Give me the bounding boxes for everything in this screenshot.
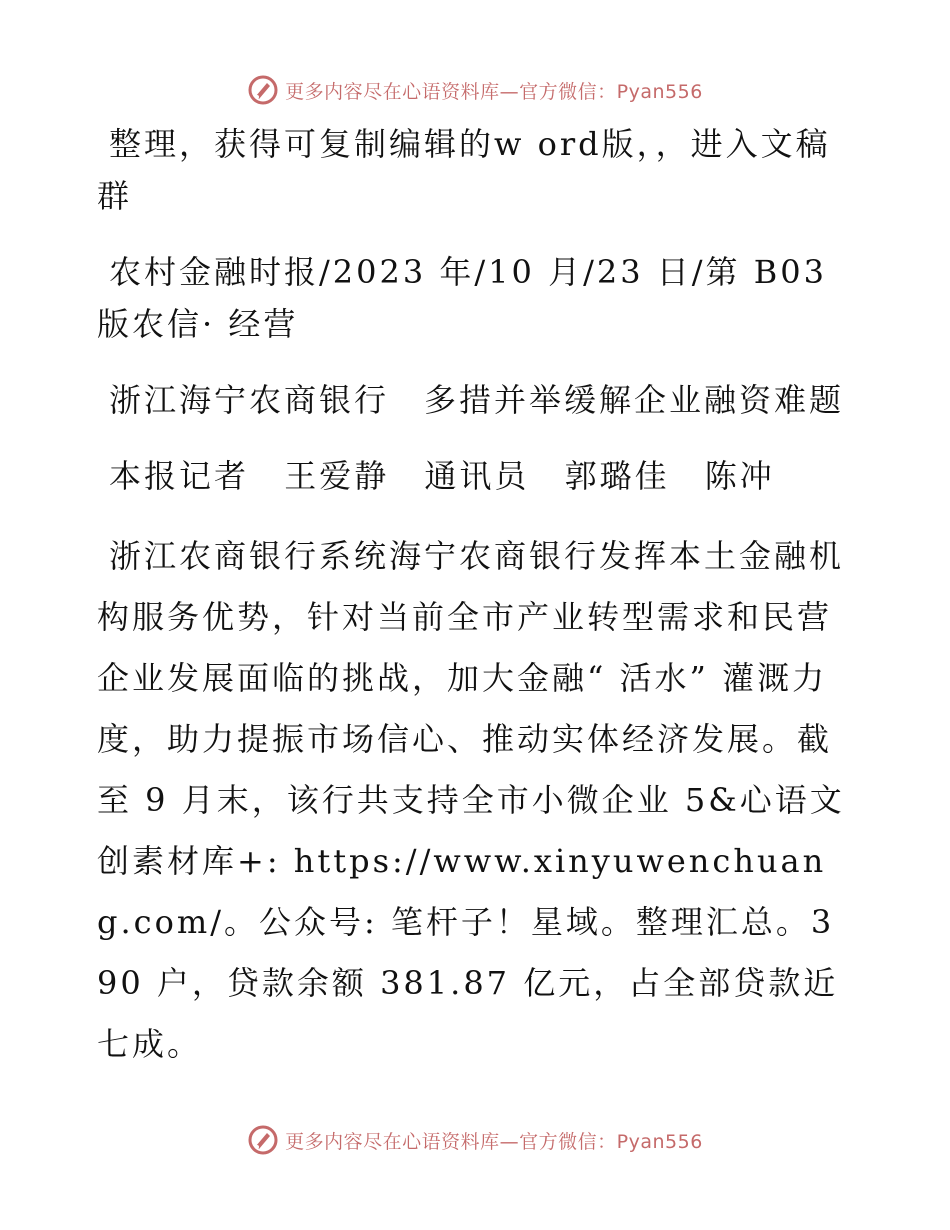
byline-name: 郭璐佳 — [564, 457, 670, 495]
byline-name: 陈冲 — [704, 457, 775, 495]
byline — [97, 450, 857, 502]
pen-seal-icon — [247, 1124, 279, 1156]
byline-name: 王爱静 — [284, 457, 390, 495]
intro-paragraph: 整理，获得可复制编辑的w ord版，，进入文稿群 — [97, 125, 831, 215]
footer-watermark — [0, 1120, 950, 1160]
watermark-text: 更多内容尽在心语资料库—官方微信：Pyan556 — [285, 1130, 703, 1153]
source-line: 农村金融时报/2023 年/10 月/23 日/第 B03 版农信· 经营 — [97, 253, 827, 343]
watermark-text: 更多内容尽在心语资料库—官方微信：Pyan556 — [285, 80, 703, 103]
header-watermark — [0, 70, 950, 110]
headline: 浙江海宁农商银行 多措并举缓解企业融资难题 — [109, 381, 845, 419]
body-paragraph: 浙江农商银行系统海宁农商银行发挥本土金融机构服务优势，针对当前全市产业转型需求和民营企业发展面临的挑战，加大金融“ 活水” 灌溉力度，助力提振市场信心、推动实体经济发展。截至 9 月末，该行共支持全市小微企业 5&心语文创素材库+: https://www.xinyuwenchuang.com/。公众号: 笔杆子！星域。整理汇总。390 户，贷款余额 381.87 亿元，占全部贷款近七成。 — [97, 537, 845, 1063]
byline-role: 通讯员 — [424, 457, 530, 495]
byline-role: 本报记者 — [109, 457, 250, 495]
pen-seal-icon — [247, 74, 279, 106]
document-page — [97, 118, 857, 1099]
